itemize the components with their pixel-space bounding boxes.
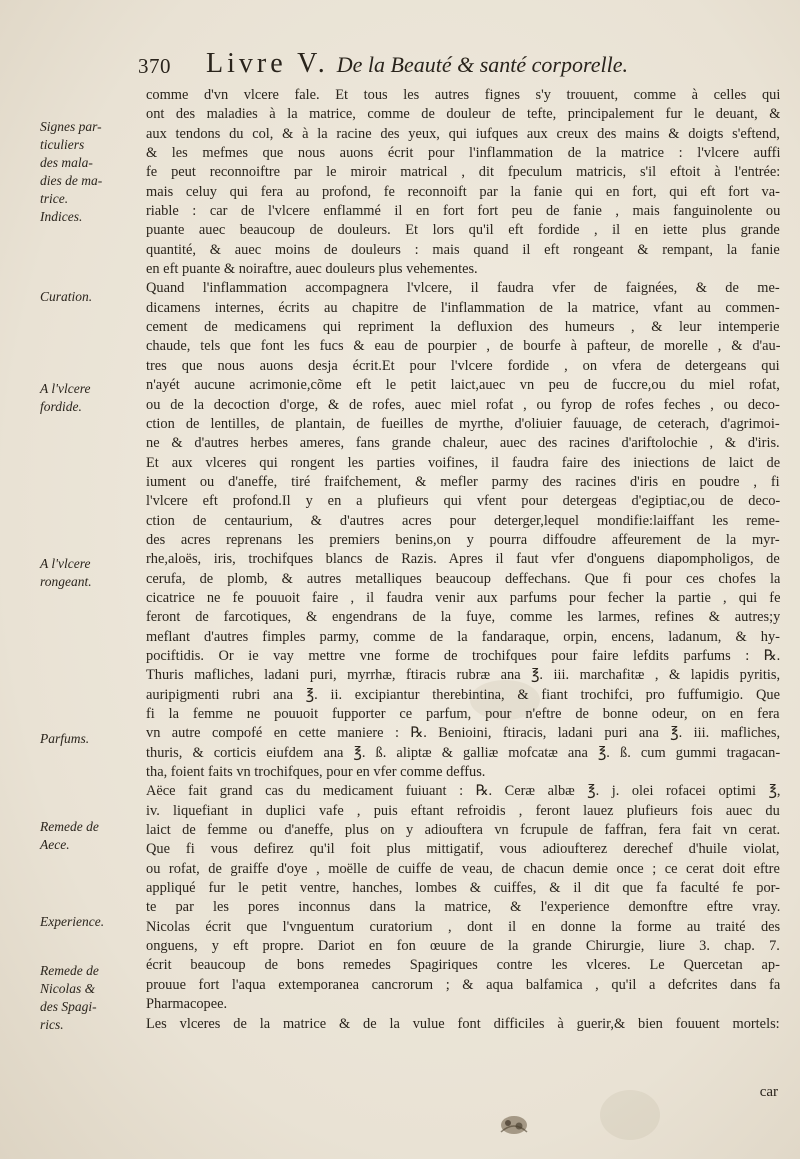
text-line: Et aux vlceres qui rongent les parties voifines, il faudra faire des iniections de laict de	[146, 454, 780, 471]
text-line: écrit beaucoup de bons remedes Spagiriques contre les vlceres. Le Quercetan ap-	[146, 957, 780, 974]
text-line: thuris, & corticis eiufdem ana ℥. ß. aliptæ & galliæ mofcatæ ana ℥. ß. cum gummi tragacan-	[146, 744, 780, 761]
page-number: 370	[138, 54, 171, 78]
chapter-title: De la Beauté & santé corporelle.	[336, 52, 628, 77]
margin-note-parfums: Parfums.	[40, 731, 90, 746]
text-line: mais celuy qui fera au profond, fe reconnoift par la fanie qui en fort, qui eft fort va-	[146, 183, 780, 200]
margin-note-vlcere-fordide: A l'vlcere fordide.	[40, 381, 91, 414]
text-line: onguens, y eft propre. Dariot en fon œuure de la grande Chirurgie, liure 3. chap. 7.	[146, 938, 780, 955]
text-line: prouue fort l'aqua extemporanea cancrorum ; & aqua balfamica , qu'il a defcrites dans fa	[146, 976, 780, 993]
text-line: chaude, tels que font les fucs & eau de pourpier , de bourfe à pafteur, de morelle , & d'au-	[146, 338, 780, 355]
text-line: cerufa, de plomb, & autres metalliques beaucoup deffechans. Que fi pour ces chofes la	[146, 570, 780, 587]
catchword: car	[759, 1084, 778, 1100]
text-line: ont des maladies à la matrice, comme de douleur de tefte, principalement fur le deuant, &	[146, 106, 780, 123]
text-line: iument ou d'aneffe, tiré fraifchement, & mefler parmy des racines d'iris en poudre , fi	[146, 473, 780, 490]
text-line: riable : car de l'vlcere enflammé il en fort fort peu de fanie , mais fanguinolente ou	[146, 203, 780, 220]
margin-note-curation: Curation.	[40, 289, 93, 304]
main-text	[146, 86, 780, 1034]
margin-note-remede-nicolas: Remede de Nicolas & des Spagi- rics.	[40, 963, 99, 1032]
text-line: Nicolas écrit que l'vnguentum curatorium , dont il en donne la forme au traité des	[146, 918, 780, 935]
text-line: cicatrice ne fe pouuoit faire , il faudra venir aux parfums pour fecher la partie , qui fe	[146, 589, 780, 606]
text-line: meflant d'autres fimples parmy, comme de la fandaraque, orpin, encens, ladanum, & hy-	[146, 628, 780, 645]
margin-notes	[18, 0, 126, 1159]
text-line: Pharmacopee.	[146, 996, 228, 1013]
text-line: des acres reprenans les premiers benins,on y pourra diffoudre affeurement de la myr-	[146, 531, 780, 548]
running-header	[138, 46, 778, 86]
text-line: ou de la decoction d'orge, & de rofes, auec miel rofat , ou fyrop de rofes feches , ou deco-	[146, 396, 780, 413]
book-label: Livre V.	[206, 48, 329, 79]
text-line: feront de farcotiques, & engendrans de la fuye, comme les larmes, refines & autres;y	[146, 609, 780, 626]
text-line: tres que nous auons desja écrit.Et pour l'vlcere fordide , on vfera de detergeans qui	[146, 357, 780, 374]
text-line: iv. liquefiant in duplici vafe , puis eftant refroidis , feront lauez plufieurs fois auec du	[146, 802, 780, 819]
text-line: rhe,aloës, iris, trochifques blancs de Razis. Apres il faut vfer d'onguens diapompholigos, de	[146, 551, 780, 568]
text-line: fi la femme ne pouuoit fupporter ce parfum, pour n'eftre de bonne odeur, on en fera	[146, 706, 780, 722]
text-line: tha, foient faits vn trochifques, pour en vfer comme deffus.	[146, 764, 486, 781]
text-line: pociftidis. Or ie vay mettre vne forme de trochifques pour faire lefdits parfums : ℞.	[146, 647, 780, 664]
text-line: ction de lentilles, de plantain, de fueilles de myrthe, d'oliuier fauuage, de ceterach, d'agrimoi-	[146, 415, 780, 432]
text-line: n'ayét aucune acrimonie,cõme eft le petit laict,auec vn peu de fuccre,ou du miel rofat,	[146, 377, 780, 394]
text-line: cement de medicamens qui repriment la defluxion des humeurs , & leur intemperie	[146, 319, 780, 336]
text-line: auripigmenti rubri ana ℥. ii. excipiantur therebintina, & fiant trochifci, pro fuffumigio. Que	[146, 686, 780, 703]
text-line: ction de centaurium, & d'autres acres pour deterger,lequel mondifie:laiffant les reme-	[146, 512, 780, 529]
margin-note-remede-aece: Remede de Aece.	[40, 819, 99, 852]
text-line: fe peut reconnoiftre par le miroir matrical , dit fpeculum matricis, s'il eftoit à l'entrée:	[146, 164, 780, 181]
margin-note-experience: Experience.	[40, 914, 105, 929]
text-line: puante auec beaucoup de douleurs. Et lors qu'il eft fordide , il en iette plus grande	[146, 222, 780, 239]
text-line: comme d'vn vlcere fale. Et tous les autres fignes s'y trouuent, comme à celles qui	[146, 87, 780, 103]
text-line: Aëce fait grand cas du medicament fuiuant : ℞. Ceræ albæ ℥. j. olei rofacei optimi ℥,	[146, 783, 780, 800]
text-line: vn autre compofé en cette maniere : ℞. Benioini, ftiracis, ladani puri ana ℥. iii. mafliches,	[146, 725, 780, 742]
printer-ornament-icon	[497, 1112, 531, 1138]
text-line: ne & d'autres herbes ameres, fans grande chaleur, auec des racines d'ariftolochie , & d'iris.	[146, 435, 780, 452]
text-line: te par les pores inconnus dans la matrice, & l'experience demonftre eftre vray.	[146, 899, 780, 916]
text-line: aux tendons du col, & à la racine des yeux, qui iufques aux creux des mains & doigts s'eftend,	[146, 125, 780, 142]
margin-note-signes: Signes par- ticuliers des mala- dies de ma- trice. Indices.	[40, 119, 103, 224]
text-line: Thuris mafliches, ladani puri, myrrhæ, ftiracis rubræ ana ℥. iii. marchafitæ , & lapidis pyritis,	[146, 667, 780, 684]
text-line: l'vlcere eft profond.Il y en a plufieurs qui vfent pour detergeas d'egiptiac,ou de deco-	[146, 493, 780, 510]
text-line: quantité, & auec moins de douleurs : mais quand il eft rongeant & rempant, la fanie	[146, 241, 780, 258]
text-line: en eft puante & noiraftre, auec douleurs plus vehementes.	[146, 261, 478, 278]
text-line: Quand l'inflammation accompagnera l'vlcere, il faudra vfer de faignées, & de me-	[146, 280, 780, 297]
text-line: & les mefmes que nous auons écrit pour l'inflammation de la matrice : l'vlcere auffi	[146, 145, 780, 162]
margin-note-vlcere-rongeant: A l'vlcere rongeant.	[40, 556, 92, 589]
text-line: dicamens internes, écrits au chapitre de l'inflammation de la matrice, vfant au commen-	[146, 299, 780, 316]
text-line: Les vlceres de la matrice & de la vulue font difficiles à guerir,& bien fouuent mortels:	[146, 1015, 780, 1032]
text-line: Que fi vous defirez qu'il foit plus mittigatif, vous adioufterez derechef d'huile violat,	[146, 841, 780, 858]
text-line: laict de femme ou d'aneffe, plus on y adiouftera vn fcrupule de faffran, fera fait vn cerat.	[146, 822, 780, 839]
text-line: ou rofat, de graiffe d'oye , moëlle de cuiffe de veau, de chacun demie once ; ce cerat doit eftre	[146, 860, 780, 877]
header-title	[206, 48, 628, 80]
text-line: appliqué fur le petit ventre, hanches, lombes & cuiffes, & il dit que fa faculté fe por-	[146, 880, 780, 897]
paper-stain	[600, 1090, 660, 1140]
